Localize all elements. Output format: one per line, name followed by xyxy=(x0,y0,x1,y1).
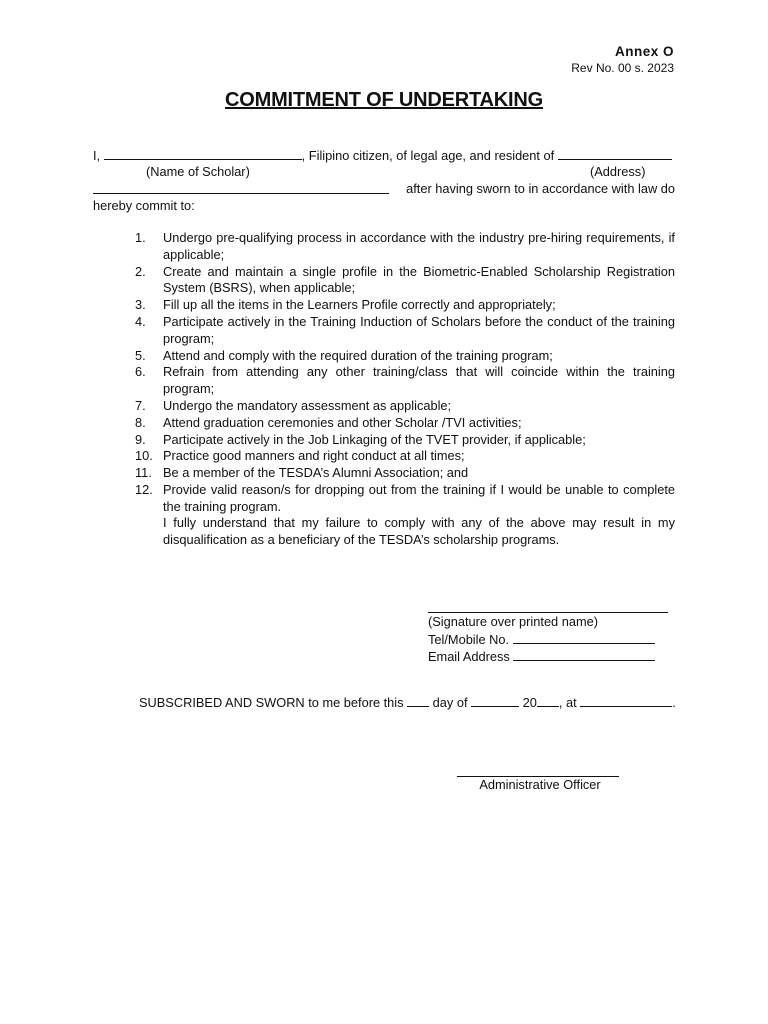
commitment-item-number: 10. xyxy=(135,448,153,464)
commitment-item-text: Fill up all the items in the Learners Profile correctly and appropriately; xyxy=(163,297,556,313)
commitment-item-number: 5. xyxy=(135,347,146,363)
intro-commit-text: hereby commit to: xyxy=(93,198,195,213)
commitment-item-text: Undergo the mandatory assessment as applicable; xyxy=(163,397,452,413)
month-blank xyxy=(471,694,519,707)
commitment-item xyxy=(135,264,675,298)
scholar-name-blank xyxy=(104,147,302,160)
annex-label: Annex O xyxy=(614,44,674,59)
day-blank xyxy=(407,694,429,707)
commitment-item-number: 11. xyxy=(135,465,152,481)
commitment-item xyxy=(135,398,675,415)
commitment-item xyxy=(135,448,675,465)
address-continuation-blank xyxy=(93,181,389,194)
sworn-at-text: , at xyxy=(558,695,581,710)
year-blank xyxy=(537,694,559,707)
commitment-item xyxy=(135,432,675,449)
commitment-item-number: 7. xyxy=(135,397,146,413)
tel-mobile-blank xyxy=(513,631,655,644)
commitment-item xyxy=(135,230,675,264)
email-address-label: Email Address xyxy=(428,649,514,664)
commitment-item xyxy=(135,415,675,432)
sworn-prefix: SUBSCRIBED AND SWORN to me before this xyxy=(139,695,408,710)
commitment-item-text: Practice good manners and right conduct at all times; xyxy=(163,448,465,464)
document-title: COMMITMENT OF UNDERTAKING xyxy=(225,89,543,111)
email-address-blank xyxy=(513,648,655,661)
commitment-item-number: 2. xyxy=(135,263,146,279)
administrative-officer-caption: Administrative Officer xyxy=(479,777,601,792)
intro-citizen-text: , Filipino citizen, of legal age, and resident of xyxy=(301,148,558,163)
commitment-item-text: Undergo pre-qualifying process in accordance with the industry pre-hiring requirements, if applicable; xyxy=(163,230,675,262)
commitment-item xyxy=(135,348,675,365)
closing-paragraph: I fully understand that my failure to comply with any of the above may result in my disqualification as a beneficiary of the TESDA’s scholarship programs. xyxy=(163,515,675,547)
commitment-item-text: Be a member of the TESDA’s Alumni Association; and xyxy=(163,465,469,481)
commitment-item xyxy=(135,364,675,398)
sworn-day-text: day of xyxy=(429,695,472,710)
commitment-list xyxy=(135,230,675,516)
commitment-item-text: Refrain from attending any other training/class that will coincide within the training program; xyxy=(163,364,675,397)
commitment-item-text: Provide valid reason/s for dropping out from the training if I would be unable to complete the training program. xyxy=(163,481,675,514)
commitment-item-number: 1. xyxy=(135,230,146,245)
commitment-item-text: Create and maintain a single profile in the Biometric-Enabled Scholarship Registration System (BSRS), when applicable; xyxy=(163,263,675,296)
commitment-item-text: Attend and comply with the required duration of the training program; xyxy=(163,347,553,363)
tel-mobile-label: Tel/Mobile No. xyxy=(428,632,513,647)
address-caption: (Address) xyxy=(590,164,646,179)
commitment-item-text: Participate actively in the Job Linkaging of the TVET provider, if applicable; xyxy=(163,431,586,447)
intro-sworn-line xyxy=(93,181,675,199)
commitment-item xyxy=(135,482,675,516)
commitment-item-number: 4. xyxy=(135,313,146,329)
administrative-officer-signature-line xyxy=(457,762,619,777)
commitment-item-number: 3. xyxy=(135,297,146,313)
address-blank xyxy=(558,147,672,160)
email-address-field xyxy=(428,648,655,666)
sworn-suffix: . xyxy=(672,695,676,710)
name-of-scholar-caption: (Name of Scholar) xyxy=(146,164,250,179)
signature-caption: (Signature over printed name) xyxy=(428,614,599,629)
commitment-item-number: 9. xyxy=(135,431,146,447)
intro-i-prefix: I, xyxy=(93,148,104,163)
commitment-item-text: Participate actively in the Training Induction of Scholars before the conduct of the training program; xyxy=(163,313,675,346)
tel-mobile-field xyxy=(428,631,655,649)
sworn-year-prefix: 20 xyxy=(519,695,537,710)
commitment-item xyxy=(135,314,675,348)
commitment-item-number: 12. xyxy=(135,481,153,497)
commitment-item-number: 6. xyxy=(135,364,146,380)
commitment-item-number: 8. xyxy=(135,414,146,430)
commitment-item-text: Attend graduation ceremonies and other Scholar /TVI activities; xyxy=(163,414,522,430)
intro-line xyxy=(93,147,672,165)
revision-number: Rev No. 00 s. 2023 xyxy=(571,61,674,75)
signature-line xyxy=(428,598,668,613)
place-blank xyxy=(580,694,672,707)
subscribed-sworn-line xyxy=(139,694,676,712)
commitment-item xyxy=(135,297,675,314)
commitment-item xyxy=(135,465,675,482)
intro-sworn-text: after having sworn to in accordance with law do xyxy=(406,181,675,196)
